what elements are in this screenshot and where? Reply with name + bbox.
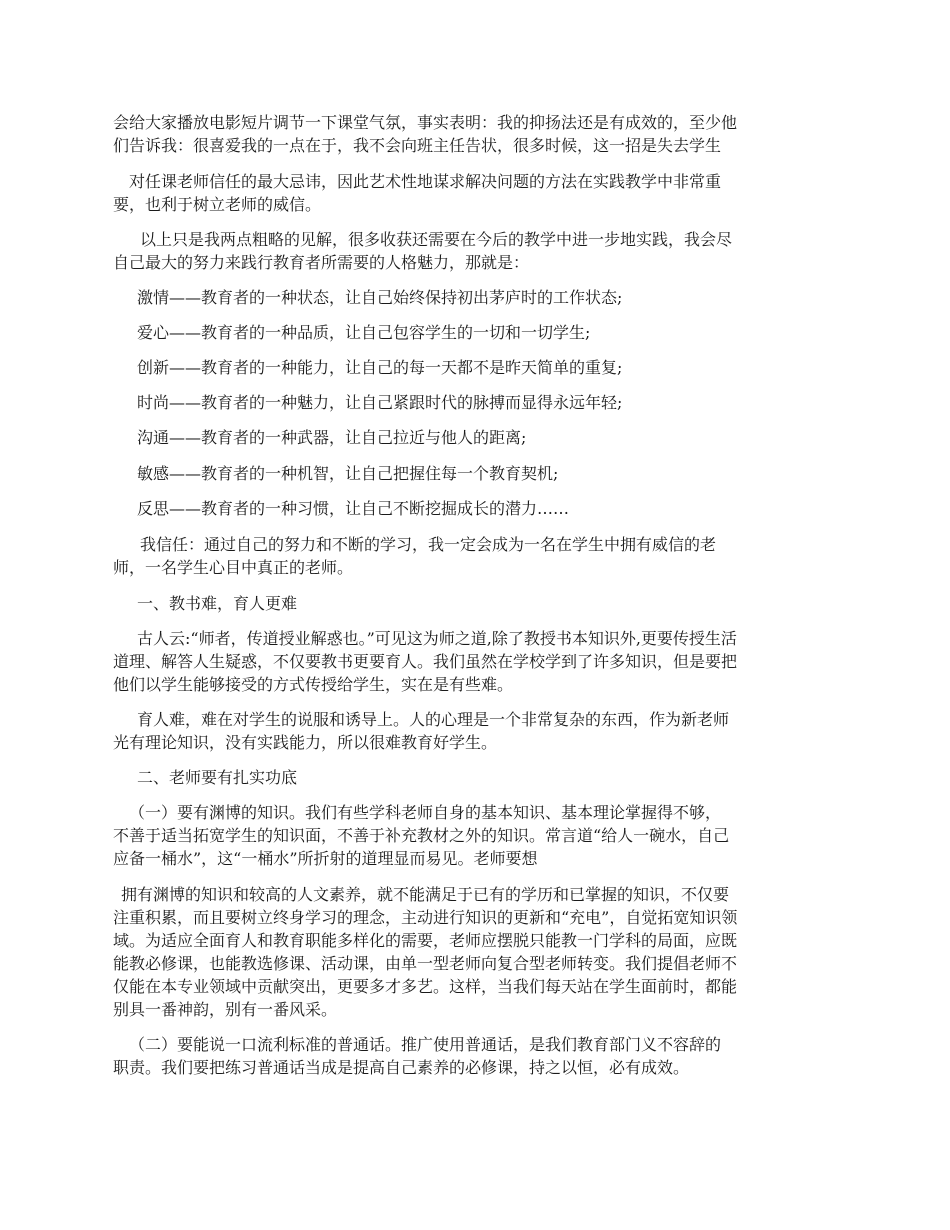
text-line: （一）要有渊博的知识。我们有些学科老师自身的基本知识、基本理论掌握得不够，: [129, 803, 722, 822]
text-line: 注重积累，而且要树立终身学习的理念，主动进行知识的更新和“充电”，自觉拓宽知识领: [113, 908, 738, 927]
text-line: 们告诉我：很喜爱我的一点在于，我不会向班主任告状，很多时候，这一招是失去学生: [113, 136, 722, 155]
text-line: 拥有渊博的知识和较高的人文素养，就不能满足于已有的学历和已掌握的知识，不仅要: [121, 885, 730, 904]
text-line: 我信任：通过自己的努力和不断的学习，我一定会成为一名在学生中拥有威信的老: [140, 535, 717, 554]
text-line: 道理、解答人生疑惑，不仅要教书更要育人。我们虽然在学校学到了许多知识，但是要把: [113, 652, 738, 671]
text-line: 应备一桶水”，这“一桶水”所折射的道理显而易见。老师要想: [113, 849, 538, 868]
text-line: 要，也利于树立老师的威信。: [113, 195, 322, 214]
section-heading: 一、教书难，育人更难: [137, 594, 298, 613]
section-heading: 二、老师要有扎实功底: [137, 768, 298, 787]
text-line: 光有理论知识，没有实践能力，所以很难教育好学生。: [113, 733, 498, 752]
list-item: 敏感——教育者的一种机智，让自己把握住每一个教育契机;: [137, 464, 559, 483]
text-line: （二）要能说一口流利标准的普通话。推广使用普通话，是我们教育部门义不容辞的: [129, 1035, 722, 1054]
text-line: 古人云:“师者，传道授业解惑也。”可见这为师之道,除了教授书本知识外,更要传授生活: [137, 629, 737, 648]
text-line: 域。为适应全面育人和教育职能多样化的需要，老师应摆脱只能教一门学科的局面，应既: [113, 931, 738, 950]
list-item: 时尚——教育者的一种魅力，让自己紧跟时代的脉搏而显得永远年轻;: [137, 393, 623, 412]
text-line: 以上只是我两点粗略的见解，很多收获还需要在今后的教学中进一步地实践，我会尽: [140, 230, 733, 249]
list-item: 爱心——教育者的一种品质，让自己包容学生的一切和一切学生;: [137, 323, 591, 342]
text-line: 对任课老师信任的最大忌讳，因此艺术性地谋求解决问题的方法在实践教学中非常重: [129, 172, 722, 191]
text-line: 育人难，难在对学生的说服和诱导上。人的心理是一个非常复杂的东西，作为新老师: [137, 710, 730, 729]
list-item: 创新——教育者的一种能力，让自己的每一天都不是昨天简单的重复;: [137, 358, 623, 377]
text-line: 师，一名学生心目中真正的老师。: [113, 558, 354, 577]
text-line: 能教必修课，也能教选修课、活动课，由单一型老师向复合型老师转变。我们提倡老师不: [113, 954, 738, 973]
list-item: 激情——教育者的一种状态，让自己始终保持初出茅庐时的工作状态;: [137, 288, 623, 307]
text-line: 他们以学生能够接受的方式传授给学生，实在是有些难。: [113, 675, 514, 694]
list-item: 反思——教育者的一种习惯，让自己不断挖掘成长的潜力……: [137, 499, 570, 518]
text-line: 不善于适当拓宽学生的知识面，不善于补充教材之外的知识。常言道“给人一碗水，自己: [113, 826, 730, 845]
text-line: 职责。我们要把练习普通话当成是提高自己素养的必修课，持之以恒，必有成效。: [113, 1058, 690, 1077]
text-line: 别具一番神韵，别有一番风采。: [113, 1000, 338, 1019]
text-line: 自己最大的努力来践行教育者所需要的人格魅力，那就是：: [113, 253, 530, 272]
text-line: 仅能在本专业领域中贡献突出，更要多才多艺。这样，当我们每天站在学生面前时，都能: [113, 977, 738, 996]
list-item: 沟通——教育者的一种武器，让自己拉近与他人的距离;: [137, 428, 527, 447]
text-line: 会给大家播放电影短片调节一下课堂气氛，事实表明：我的抑扬法还是有成效的，至少他: [113, 113, 738, 132]
